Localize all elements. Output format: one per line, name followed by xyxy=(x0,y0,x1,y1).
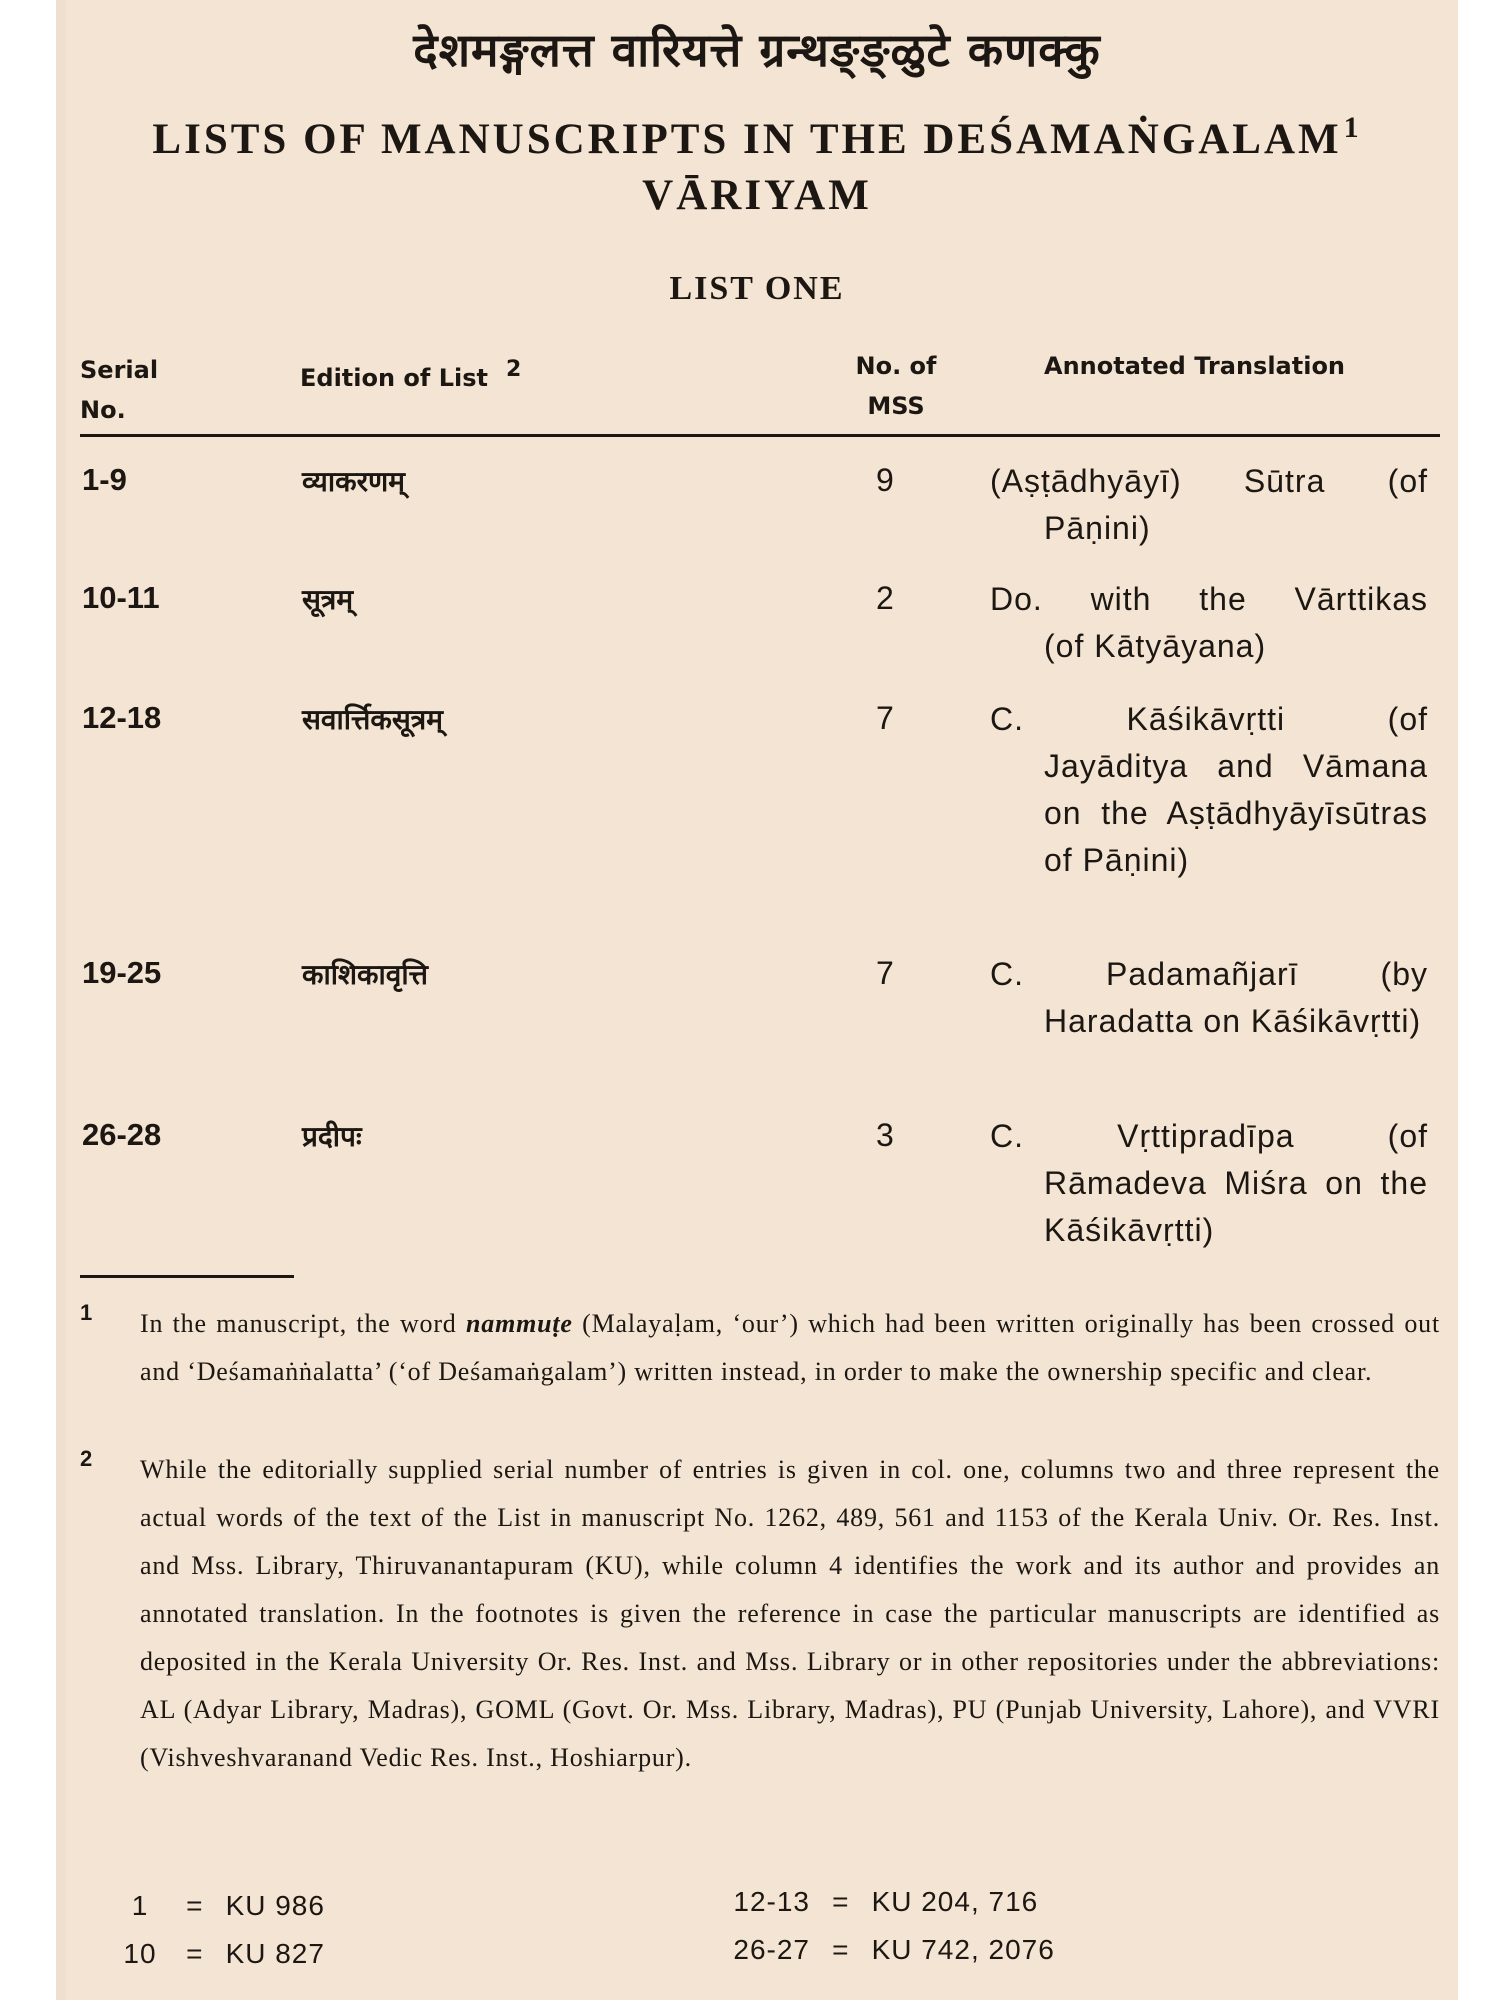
reference-entry xyxy=(116,1890,325,1922)
footnote-text-part: (Malayaḷam, ‘our’) which had been written originally has been crossed out and ‘Deśamaṅṅalatta’ (‘of Deśamaṅgalam’) written instead, in order to make the ownership specific and clear. xyxy=(140,1309,1440,1386)
serial-header-line2: No. xyxy=(80,396,126,424)
serial-header-line1: Serial xyxy=(80,356,159,384)
translation-continuation: Jayāditya and Vāmana on the Aṣṭādhyāyīsūtras of Pāṇini) xyxy=(1044,748,1428,878)
row-serial: 26-28 xyxy=(82,1117,162,1152)
reference-equals: = xyxy=(832,1934,850,1965)
footnote-text: While the editorially supplied serial number of entries is given in col. one, columns two and three represent the actual words of the text of the List in manuscript No. 1262, 489, 561 and 1153 of the Kerala Univ. Or. Res. Inst. and Mss. Library, Thiruvanantapuram (KU), while column 4 identifies the work and its author and provides an annotated translation. In the footnotes is given the reference in case the particular manuscripts are identified as deposited in the Kerala University Or. Res. Inst. and Mss. Library or in other repositories under the abbreviations: AL (Adyar Library, Madras), GOML (Govt. Or. Mss. Library, Madras), PU (Punjab University, Lahore), and VVRI (Vishveshvaranand Vedic Res. Inst., Hoshiarpur). xyxy=(140,1455,1440,1772)
row-mss-count: 3 xyxy=(876,1117,894,1153)
row-translation xyxy=(990,1113,1428,1254)
reference-serial: 26-27 xyxy=(733,1934,810,1965)
devanagari-heading: देशमङ्गलत्त वारियत्ते ग्रन्थङ्ङ्ळुटे कणक्कु xyxy=(413,23,1101,77)
row-translation xyxy=(990,696,1428,884)
mss-column-header xyxy=(834,346,958,426)
title-footnote-ref[interactable]: 1 xyxy=(1343,111,1362,144)
reference-serial: 1 xyxy=(131,1890,149,1921)
serial-column-header xyxy=(80,350,158,430)
footnote-text-part: In the manuscript, the word xyxy=(140,1309,467,1338)
translation-line-first: C. Padamañjarī (by xyxy=(990,956,1428,992)
row-serial: 1-9 xyxy=(82,462,127,497)
reference-value: KU 986 xyxy=(225,1890,325,1921)
reference-serial: 12-13 xyxy=(733,1886,810,1917)
row-translation xyxy=(990,576,1428,670)
reference-value: KU 204, 716 xyxy=(871,1886,1039,1917)
translation-line-first: C. Kāśikāvṛtti (of xyxy=(990,701,1428,737)
footnote-text xyxy=(140,1300,1440,1396)
reference-serial: 10 xyxy=(123,1938,157,1969)
row-edition: काशिकावृत्ति xyxy=(302,958,428,991)
reference-entry xyxy=(720,1934,1055,1966)
row-edition: प्रदीपः xyxy=(302,1120,362,1153)
title-line-1: LISTS OF MANUSCRIPTS IN THE DEŚAMAṄGALAM xyxy=(152,116,1342,163)
row-edition: सूत्रम् xyxy=(302,583,354,616)
row-serial: 10-11 xyxy=(82,580,160,615)
footnote-rule xyxy=(80,1275,294,1278)
title-line-2: VĀRIYAM xyxy=(642,172,872,219)
footnote-2 xyxy=(80,1446,1440,1782)
row-edition: व्याकरणम् xyxy=(302,465,406,498)
page-title xyxy=(56,100,1458,224)
row-translation xyxy=(990,951,1428,1045)
translation-continuation: (of Kātyāyana) xyxy=(1044,628,1267,664)
mss-header-line2: MSS xyxy=(867,392,925,420)
reference-value: KU 742, 2076 xyxy=(871,1934,1055,1965)
translation-continuation: Pāṇini) xyxy=(1044,510,1151,546)
reference-entry xyxy=(720,1886,1038,1918)
edition-header-text: Edition of List xyxy=(300,364,488,392)
row-translation xyxy=(990,458,1428,552)
footnote-italic-word: nammuṭe xyxy=(466,1309,573,1338)
footnote-mark: 2 xyxy=(80,1446,93,1471)
translation-column-header: Annotated Translation xyxy=(1044,352,1346,380)
edition-footnote-ref[interactable]: 2 xyxy=(506,357,522,382)
footnote-1 xyxy=(80,1300,1440,1396)
list-subtitle: LIST ONE xyxy=(669,270,845,307)
mss-header-line1: No. of xyxy=(855,352,937,380)
reference-value: KU 827 xyxy=(225,1938,325,1969)
translation-continuation: Haradatta on Kāśikāvṛtti) xyxy=(1044,1003,1422,1039)
row-serial: 19-25 xyxy=(82,955,162,990)
book-page xyxy=(56,0,1458,2000)
row-mss-count: 2 xyxy=(876,580,894,616)
row-mss-count: 7 xyxy=(876,955,894,991)
translation-line-first: Do. with the Vārttikas xyxy=(990,581,1428,617)
row-mss-count: 9 xyxy=(876,462,894,498)
translation-line-first: (Aṣṭādhyāyī) Sūtra (of xyxy=(990,463,1428,499)
reference-equals: = xyxy=(186,1938,204,1969)
row-edition: सवार्त्तिकसूत्रम् xyxy=(302,703,443,736)
row-mss-count: 7 xyxy=(876,700,894,736)
reference-equals: = xyxy=(186,1890,204,1921)
footnote-mark: 1 xyxy=(80,1300,93,1325)
translation-continuation: Rāmadeva Miśra on the Kāśikāvṛtti) xyxy=(1044,1165,1428,1248)
reference-entry xyxy=(116,1938,325,1970)
edition-column-header xyxy=(300,350,521,398)
translation-line-first: C. Vṛttipradīpa (of xyxy=(990,1118,1428,1154)
row-serial: 12-18 xyxy=(82,700,162,735)
header-rule xyxy=(80,434,1440,437)
reference-equals: = xyxy=(832,1886,850,1917)
